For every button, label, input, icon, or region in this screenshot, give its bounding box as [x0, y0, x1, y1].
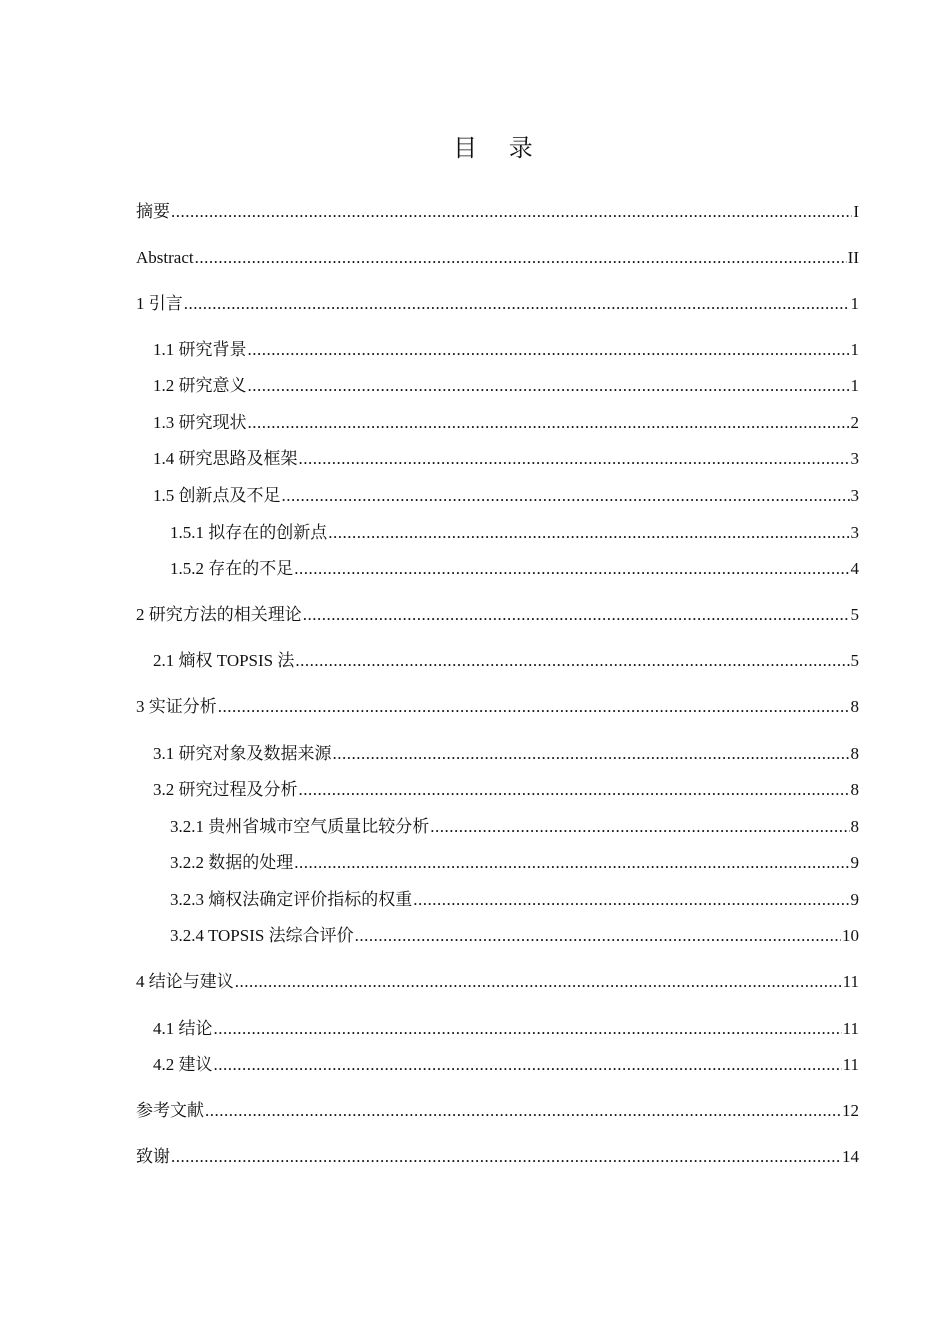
toc-entry[interactable]: 3.2.4 TOPSIS 法综合评价 ..... 10 — [170, 925, 859, 947]
toc-entry[interactable]: Abstract ..... II — [136, 247, 859, 269]
toc-entry[interactable]: 2 研究方法的相关理论 ..... 5 — [136, 604, 859, 626]
toc-page-number: 3 — [850, 486, 859, 505]
toc-entry[interactable]: 4.1 结论 ..... 11 — [153, 1018, 859, 1040]
toc-entry[interactable]: 3.2.1 贵州省城市空气质量比较分析 ..... 8 — [170, 816, 859, 838]
toc-page-number: 1 — [850, 376, 859, 395]
toc-page-number: 9 — [850, 853, 859, 872]
toc-page-number: 1 — [850, 294, 859, 313]
toc-page-number: 1 — [850, 340, 859, 359]
toc-entry[interactable]: 4.2 建议 ..... 11 — [153, 1054, 859, 1076]
toc-entry[interactable]: 3.2 研究过程及分析 ..... 8 — [153, 779, 859, 801]
toc-page-number: 8 — [850, 780, 859, 799]
toc-page-number: I — [853, 202, 859, 221]
toc-entry[interactable]: 3.1 研究对象及数据来源 ..... 8 — [153, 743, 859, 765]
toc-entry[interactable]: 1.4 研究思路及框架 ..... 3 — [153, 448, 859, 470]
toc-page-number: 5 — [850, 651, 859, 670]
toc-entry[interactable]: 1.2 研究意义 ..... 1 — [153, 375, 859, 397]
toc-page-number: 8 — [850, 744, 859, 763]
toc-page-number: 2 — [850, 413, 859, 432]
toc-page-number: 3 — [850, 523, 859, 542]
toc-page-number: 8 — [850, 697, 859, 716]
toc-page-number: 9 — [850, 890, 859, 909]
toc-page-number: 5 — [850, 605, 859, 624]
toc-page-number: 10 — [842, 926, 859, 945]
toc-entry[interactable]: 4 结论与建议 ..... 11 — [136, 971, 859, 993]
toc-entry[interactable]: 1.3 研究现状 ..... 2 — [153, 412, 859, 434]
toc-entry[interactable]: 致谢 ..... 14 — [136, 1146, 859, 1168]
toc-page-number: 3 — [850, 449, 859, 468]
toc-entry[interactable]: 3.2.2 数据的处理 ..... 9 — [170, 852, 859, 874]
toc-entry[interactable]: 摘要 ..... I — [136, 201, 859, 223]
toc-title: 目 录 — [453, 134, 545, 162]
toc-page-number: 11 — [842, 1055, 859, 1074]
toc-entry[interactable]: 1.5 创新点及不足 ..... 3 — [153, 485, 859, 507]
toc-entry[interactable]: 1.5.2 存在的不足 ..... 4 — [170, 558, 859, 580]
toc-entry[interactable]: 2.1 熵权 TOPSIS 法 ..... 5 — [153, 650, 859, 672]
toc-entry[interactable]: 1.1 研究背景 ..... 1 — [153, 339, 859, 361]
toc-entry[interactable]: 参考文献 ..... 12 — [136, 1100, 859, 1122]
toc-page-number: II — [847, 248, 859, 267]
toc-page-number: 8 — [850, 817, 859, 836]
toc-entry[interactable]: 3 实证分析 ..... 8 — [136, 696, 859, 718]
toc-page-number: 11 — [842, 1019, 859, 1038]
toc-page-number: 12 — [842, 1101, 859, 1120]
toc-page-number: 14 — [842, 1147, 859, 1166]
toc-entry[interactable]: 1.5.1 拟存在的创新点 ..... 3 — [170, 522, 859, 544]
toc-entry[interactable]: 3.2.3 熵权法确定评价指标的权重 ..... 9 — [170, 889, 859, 911]
toc-page-number: 4 — [850, 559, 859, 578]
toc-entry[interactable]: 1 引言 ..... 1 — [136, 293, 859, 315]
toc-page-number: 11 — [842, 972, 859, 991]
